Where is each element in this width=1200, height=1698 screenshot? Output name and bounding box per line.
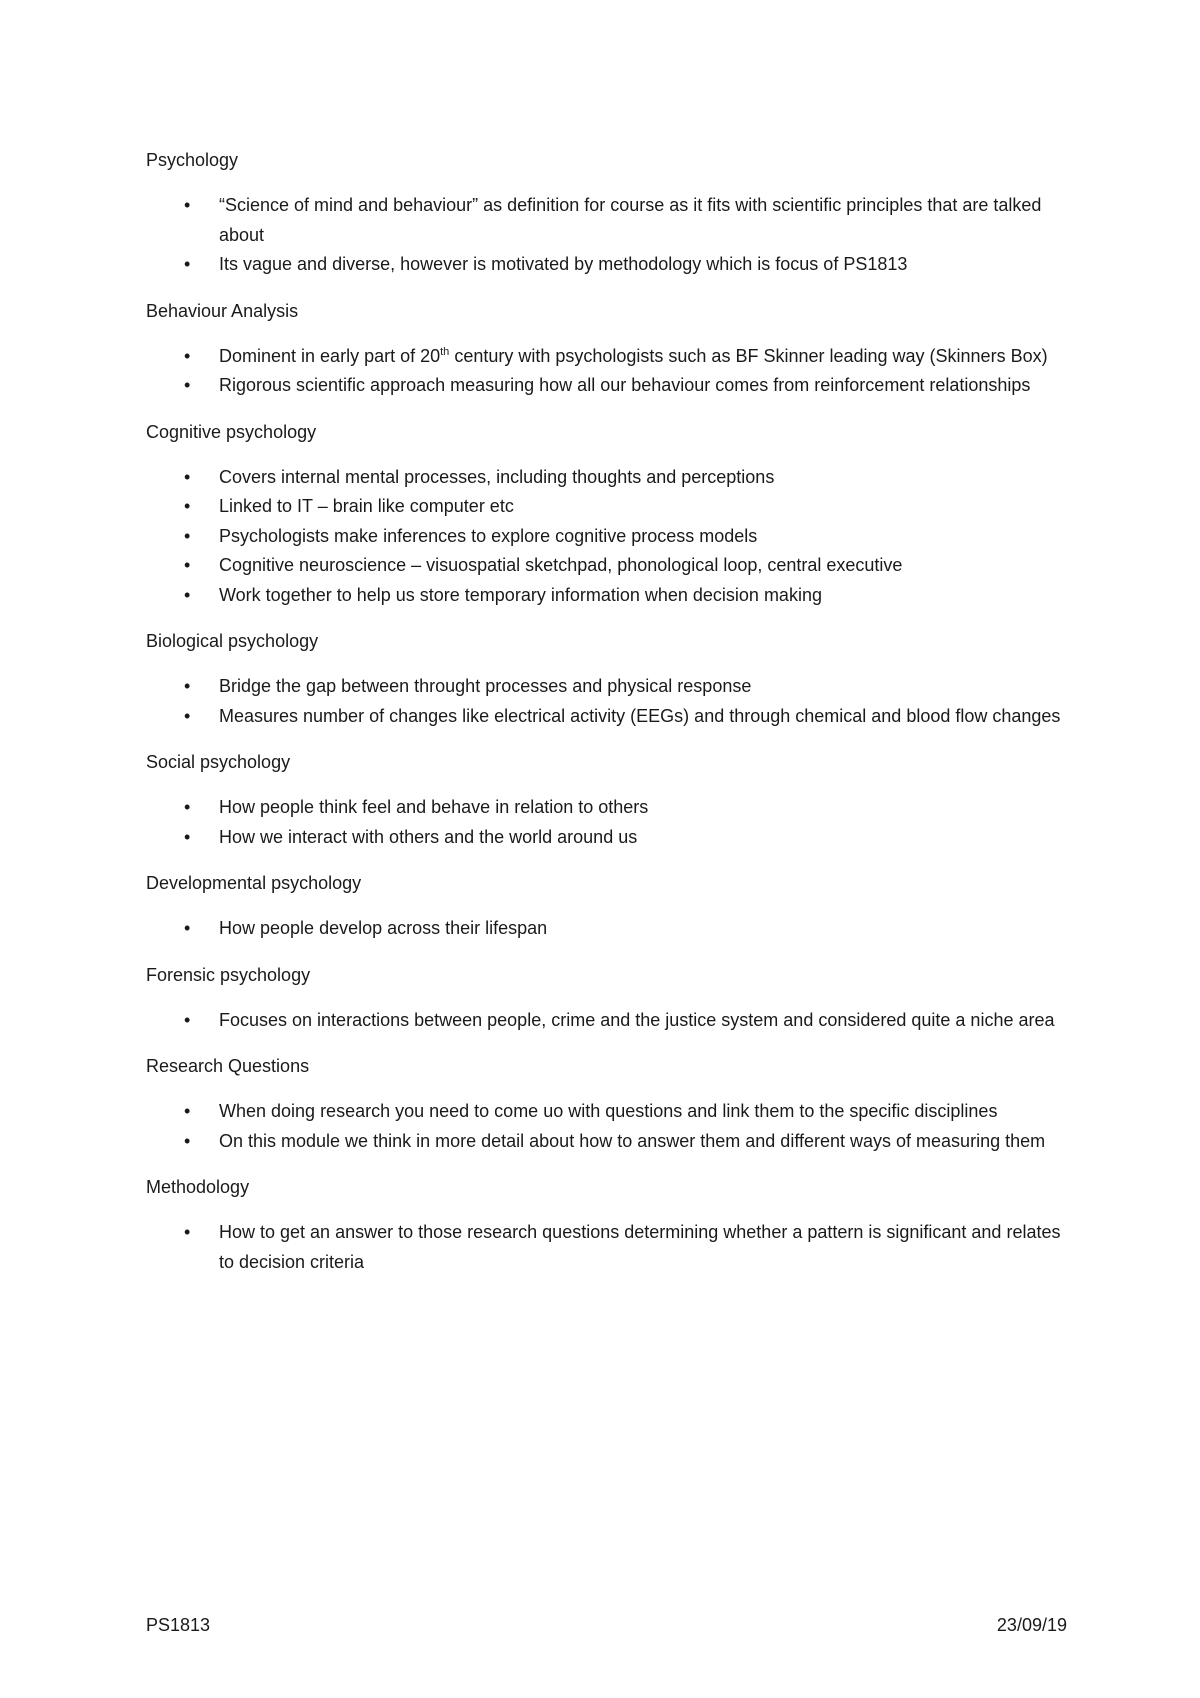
document-body — [146, 145, 1066, 1293]
bullet-item: • Its vague and diverse, however is motivated by methodology which is focus of PS1813 — [146, 250, 1066, 280]
section-heading: Cognitive psychology — [146, 421, 317, 442]
section-research-questions — [146, 1051, 1066, 1156]
section-heading: Developmental psychology — [146, 873, 362, 893]
section-psychology — [146, 145, 1066, 280]
bullet-item: • Psychologists make inferences to explore cognitive process models — [146, 522, 1066, 552]
section-heading: Forensic psychology — [146, 964, 311, 985]
bullet-item: • How we interact with others and the world around us — [146, 823, 1066, 853]
section-social-psychology — [146, 747, 1066, 852]
footer-date: 23/09/19 — [996, 1615, 1067, 1635]
bullet-item: • Covers internal mental processes, including thoughts and perceptions — [146, 463, 1066, 493]
bullet-list — [146, 672, 1066, 731]
bullet-item: • How people think feel and behave in relation to others — [146, 793, 1066, 823]
section-methodology — [146, 1172, 1066, 1277]
bullet-item: • Measures number of changes like electrical activity (EEGs) and through chemical and blood flow changes — [146, 702, 1066, 732]
bullet-item: • Linked to IT – brain like computer etc — [146, 492, 1066, 522]
section-forensic-psychology — [146, 960, 1066, 1036]
bullet-item: • Rigorous scientific approach measuring how all our behaviour comes from reinforcement relationships — [146, 371, 1066, 401]
bullet-list — [146, 914, 1066, 944]
section-heading: Biological psychology — [146, 631, 319, 651]
section-heading: Research Questions — [146, 1056, 310, 1076]
bullet-list — [146, 342, 1066, 401]
bullet-item: • “Science of mind and behaviour” as definition for course as it fits with scientific principles that are talked about — [146, 191, 1066, 250]
bullet-list — [146, 793, 1066, 852]
bullet-item: • Focuses on interactions between people, crime and the justice system and considered quite a niche area — [146, 1006, 1066, 1036]
bullet-item: • How to get an answer to those research questions determining whether a pattern is significant and relates to decision criteria — [146, 1218, 1066, 1277]
bullet-item: • When doing research you need to come uo with questions and link them to the specific disciplines — [146, 1097, 1066, 1127]
bullet-list — [146, 191, 1066, 280]
section-developmental-psychology — [146, 868, 1066, 944]
bullet-list — [146, 1097, 1066, 1156]
section-behaviour-analysis — [146, 296, 1066, 401]
bullet-item: • Dominent in early part of 20th century with psychologists such as BF Skinner leading way (Skinners Box) — [146, 342, 1066, 372]
section-biological-psychology — [146, 626, 1066, 731]
bullet-item: • On this module we think in more detail about how to answer them and different ways of measuring them — [146, 1127, 1066, 1157]
section-heading: Behaviour Analysis — [146, 300, 299, 321]
bullet-list — [146, 1218, 1066, 1277]
section-heading: Social psychology — [146, 752, 291, 772]
bullet-item: • How people develop across their lifespan — [146, 914, 1066, 944]
footer-module-code: PS1813 — [146, 1615, 211, 1635]
bullet-item: • Work together to help us store temporary information when decision making — [146, 581, 1066, 611]
bullet-list — [146, 1006, 1066, 1036]
section-cognitive-psychology — [146, 417, 1066, 611]
section-heading: Methodology — [146, 1177, 250, 1197]
bullet-item: • Bridge the gap between throught processes and physical response — [146, 672, 1066, 702]
bullet-list — [146, 463, 1066, 611]
bullet-item: • Cognitive neuroscience – visuospatial sketchpad, phonological loop, central executive — [146, 551, 1066, 581]
section-heading: Psychology — [146, 150, 239, 170]
